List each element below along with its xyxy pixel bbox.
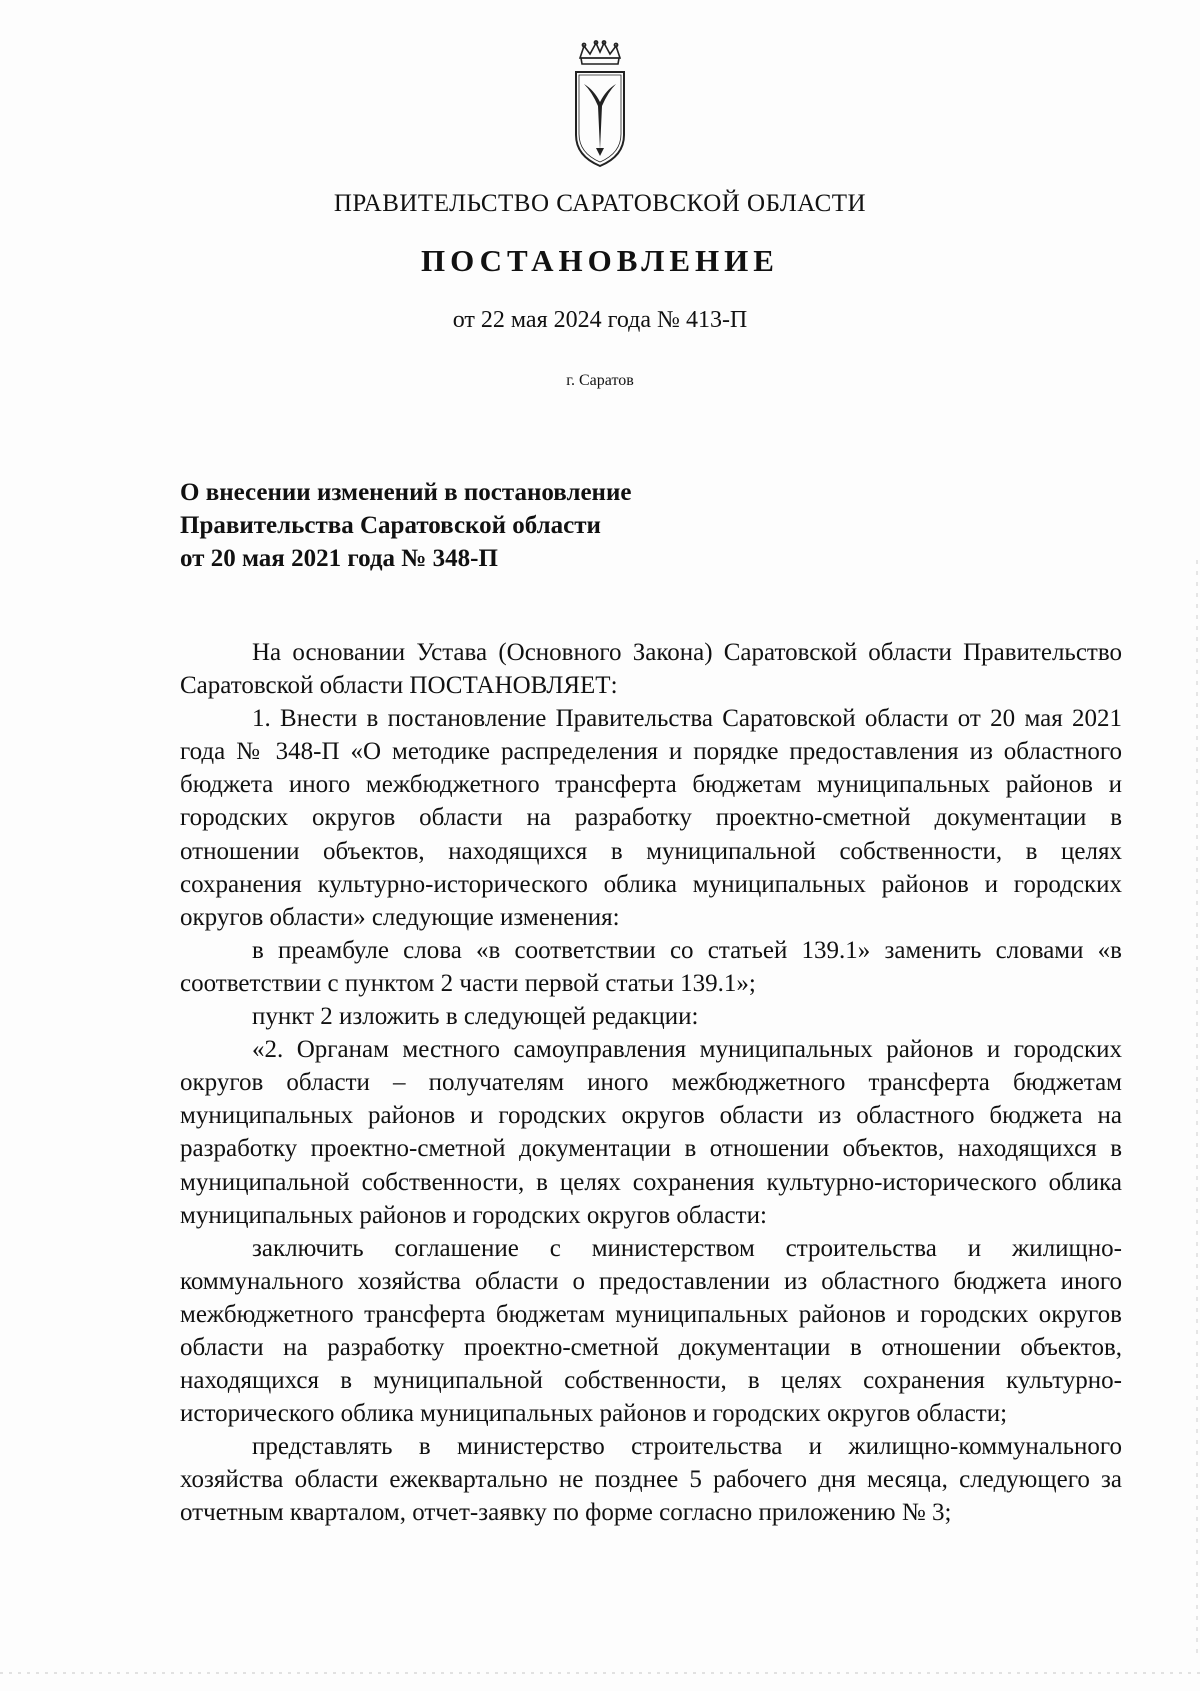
document-date-number: от 22 мая 2024 года № 413-П xyxy=(452,307,748,333)
body-paragraph: в преамбуле слова «в соответствии со статьей 139.1» заменить словами «в соответствии с пунктом 2 части первой статьи 139.1»; xyxy=(180,936,1122,997)
saratov-coat-of-arms-icon xyxy=(572,40,628,170)
document-body xyxy=(180,636,1122,1530)
subject-line: Правительства Саратовской области xyxy=(180,512,601,539)
scan-edge-artifact xyxy=(0,1672,1200,1674)
body-paragraph: представлять в министерство строительства и жилищно-коммунального хозяйства области ежеквартально не позднее 5 рабочего дня месяца, следующего за отчетным кварталом, отчет-заявку по форме согласно приложению № 3; xyxy=(180,1433,1122,1527)
scan-edge-artifact xyxy=(1196,560,1198,1660)
government-name: ПРАВИТЕЛЬСТВО САРАТОВСКОЙ ОБЛАСТИ xyxy=(333,190,867,217)
subject-line: О внесении изменений в постановление xyxy=(180,479,632,506)
document-subject xyxy=(180,476,631,575)
subject-line: от 20 мая 2021 года № 348-П xyxy=(180,545,498,572)
body-paragraph: «2. Органам местного самоуправления муниципальных районов и городских округов области – получателям иного межбюджетного трансферта бюджетам муниципальных районов и городских округов области из областного бюджета на разработку проектно-сметной документации в отношении объектов, находящихся в муниципальной собственности, в целях сохранения культурно-исторического облика муниципальных районов и городских округов области: xyxy=(180,1036,1122,1229)
document-city: г. Саратов xyxy=(566,372,634,389)
document-type: ПОСТАНОВЛЕНИЕ xyxy=(421,243,779,278)
body-paragraph: На основании Устава (Основного Закона) Саратовской области Правительство Саратовской области ПОСТАНОВЛЯЕТ: xyxy=(180,639,1122,700)
body-paragraph: 1. Внести в постановление Правительства Саратовской области от 20 мая 2021 года № 348-П «О методике распределения и порядке предоставления из областного бюджета иного межбюджетного трансферта бюджетам муниципальных районов и городских округов области на разработку проектно-сметной документации в отношении объектов, находящихся в муниципальной собственности, в целях сохранения культурно-исторического облика муниципальных районов и городских округов области» следующие изменения: xyxy=(180,705,1122,931)
body-paragraph: заключить соглашение с министерством строительства и жилищно-коммунального хозяйства области о предоставлении из областного бюджета иного межбюджетного трансферта бюджетам муниципальных районов и городских округов области на разработку проектно-сметной документации в отношении объектов, находящихся в муниципальной собственности, в целях сохранения культурно-исторического облика муниципальных районов и городских округов области; xyxy=(180,1234,1122,1428)
body-paragraph: пункт 2 изложить в следующей редакции: xyxy=(252,1003,699,1031)
